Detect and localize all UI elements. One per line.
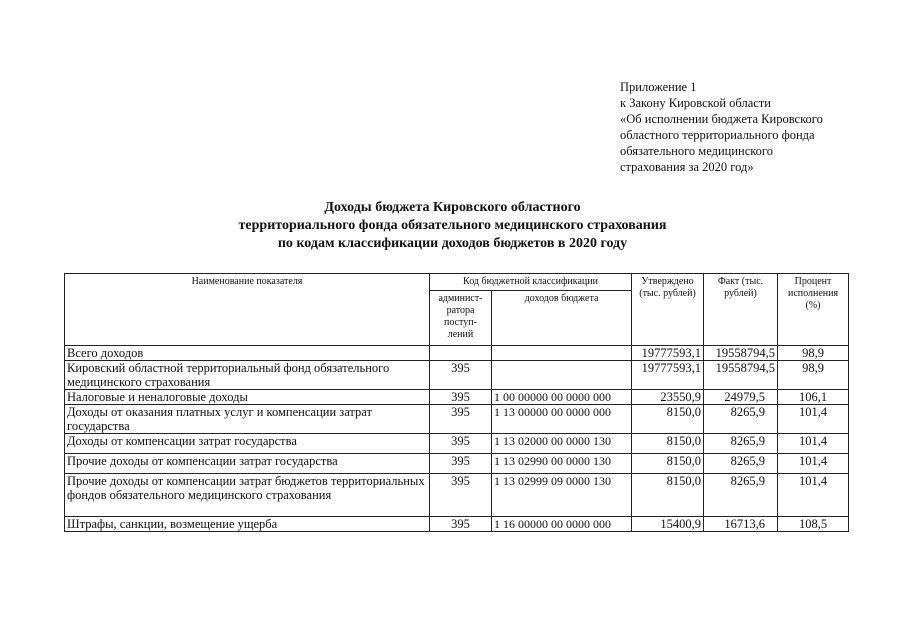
table-row (65, 434, 849, 454)
cell-admin: 395 (430, 454, 492, 474)
header-name: Наименование показателя (65, 274, 430, 346)
appendix-line: областного территориального фонда (620, 128, 815, 142)
cell-approved: 8150,0 (632, 405, 704, 434)
cell-fact: 8265,9 (704, 434, 778, 454)
cell-name: Налоговые и неналоговые доходы (65, 390, 430, 405)
cell-approved: 8150,0 (632, 434, 704, 454)
cell-name: Кировский областной территориальный фонд обязательного медицинского страхования (65, 361, 430, 390)
cell-code: 1 16 00000 00 0000 000 (492, 517, 632, 532)
cell-admin: 395 (430, 405, 492, 434)
cell-code: 1 13 02999 09 0000 130 (492, 474, 632, 517)
cell-admin: 395 (430, 361, 492, 390)
title-line: территориального фонда обязательного медицинского страхования (238, 218, 667, 233)
cell-name: Штрафы, санкции, возмещение ущерба (65, 517, 430, 532)
title-line: по кодам классификации доходов бюджетов в 2020 году (277, 236, 628, 251)
cell-name: Прочие доходы от компенсации затрат государства (65, 454, 430, 474)
cell-admin: 395 (430, 434, 492, 454)
cell-percent: 106,1 (778, 390, 849, 405)
header-fact: Факт (тыс. рублей) (704, 274, 778, 346)
cell-fact: 19558794,5 (704, 361, 778, 390)
cell-name: Доходы от компенсации затрат государства (65, 434, 430, 454)
table-row (65, 346, 849, 361)
appendix-note (620, 79, 890, 175)
cell-percent: 101,4 (778, 434, 849, 454)
table-row (65, 390, 849, 405)
cell-approved: 8150,0 (632, 474, 704, 517)
appendix-line: Приложение 1 (620, 80, 697, 94)
cell-code (492, 361, 632, 390)
cell-code: 1 00 00000 00 0000 000 (492, 390, 632, 405)
cell-percent: 101,4 (778, 474, 849, 517)
header-approved: Утверждено (тыс. рублей) (632, 274, 704, 346)
cell-fact: 8265,9 (704, 474, 778, 517)
cell-approved: 8150,0 (632, 454, 704, 474)
cell-fact: 24979,5 (704, 390, 778, 405)
cell-percent: 101,4 (778, 405, 849, 434)
appendix-line: обязательного медицинского (620, 144, 774, 158)
cell-fact: 19558794,5 (704, 346, 778, 361)
header-admin: админист-ратора поступ-лений (430, 291, 492, 346)
cell-approved: 23550,9 (632, 390, 704, 405)
cell-fact: 8265,9 (704, 405, 778, 434)
cell-admin (430, 346, 492, 361)
table-row (65, 517, 849, 532)
cell-admin: 395 (430, 517, 492, 532)
cell-admin: 395 (430, 474, 492, 517)
table-row (65, 474, 849, 517)
cell-code: 1 13 02990 00 0000 130 (492, 454, 632, 474)
cell-approved: 15400,9 (632, 517, 704, 532)
cell-percent: 98,9 (778, 346, 849, 361)
appendix-line: к Закону Кировской области (620, 96, 771, 110)
header-income: доходов бюджета (492, 291, 632, 346)
table-row (65, 405, 849, 434)
cell-fact: 16713,6 (704, 517, 778, 532)
cell-name: Прочие доходы от компенсации затрат бюджетов территориальных фондов обязательного медицинского страхования (65, 474, 430, 517)
cell-code: 1 13 00000 00 0000 000 (492, 405, 632, 434)
appendix-line: страхования за 2020 год» (620, 160, 754, 174)
header-percent: Процент исполнения (%) (778, 274, 849, 346)
title-line: Доходы бюджета Кировского областного (324, 200, 581, 215)
appendix-line: «Об исполнении бюджета Кировского (620, 112, 823, 126)
cell-approved: 19777593,1 (632, 361, 704, 390)
header-code-group: Код бюджетной классификации (430, 274, 632, 291)
document-title (0, 199, 905, 253)
cell-admin: 395 (430, 390, 492, 405)
cell-fact: 8265,9 (704, 454, 778, 474)
cell-approved: 19777593,1 (632, 346, 704, 361)
cell-percent: 108,5 (778, 517, 849, 532)
income-table (64, 273, 849, 532)
table-row (65, 361, 849, 390)
cell-code (492, 346, 632, 361)
cell-code: 1 13 02000 00 0000 130 (492, 434, 632, 454)
cell-percent: 101,4 (778, 454, 849, 474)
cell-name: Всего доходов (65, 346, 430, 361)
cell-name: Доходы от оказания платных услуг и компенсации затрат государства (65, 405, 430, 434)
table-row (65, 454, 849, 474)
cell-percent: 98,9 (778, 361, 849, 390)
